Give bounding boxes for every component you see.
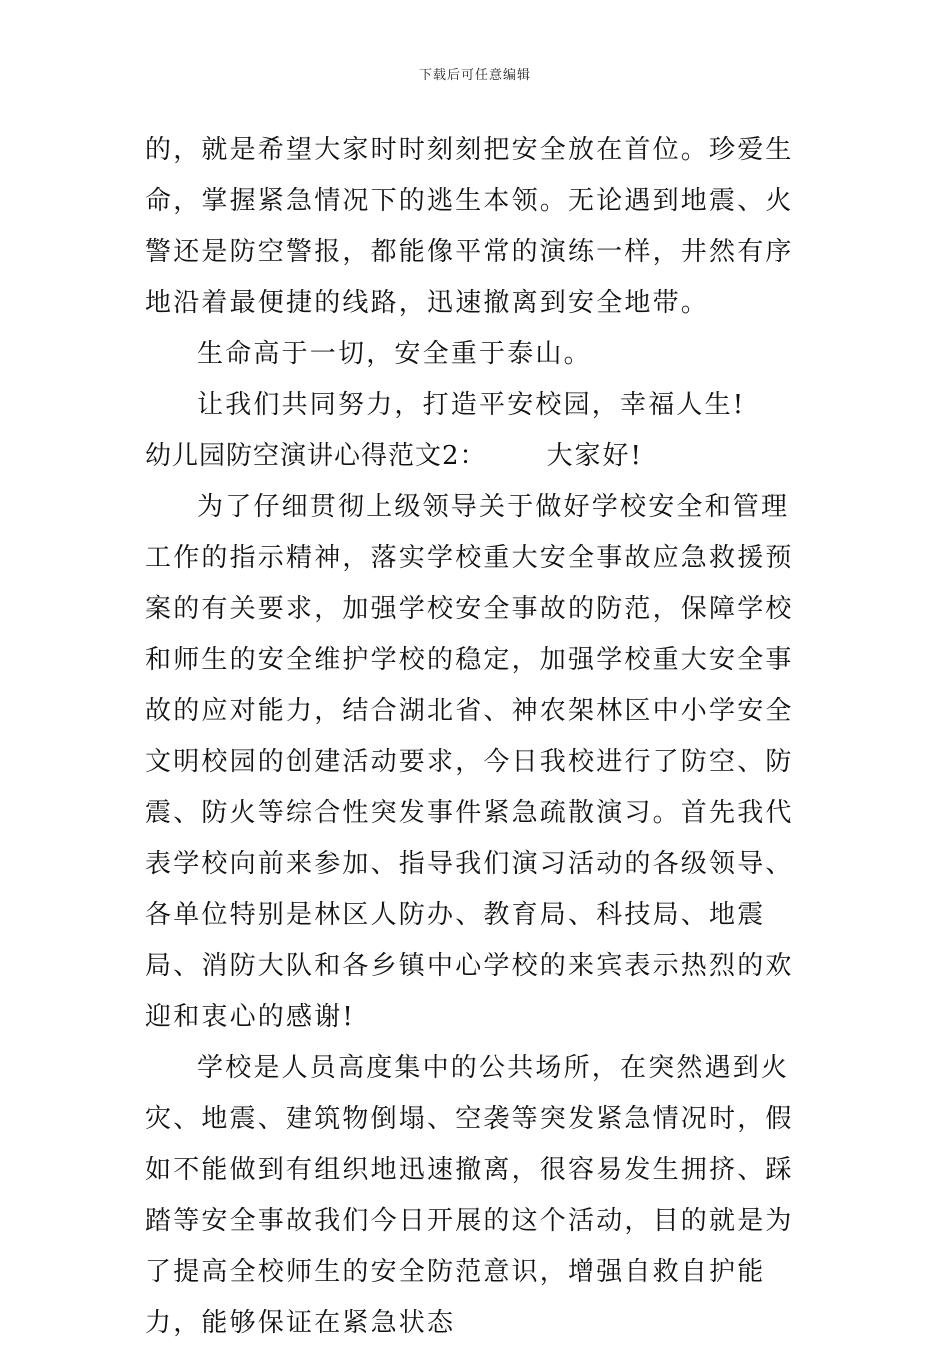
paragraph-purpose: 学校是人员高度集中的公共场所，在突然遇到火灾、地震、建筑物倒塌、空袭等突发紧急情况时，假如不能做到有组织地迅速撤离，很容易发生拥挤、踩踏等安全事故我们今日开展的这个活动，目的就是为了提高全校师生的安全防范意识，增强自救自护能力，能够保证在紧急状态 xyxy=(145,1053,794,1338)
greeting-text: 大家好! xyxy=(546,441,643,471)
paragraph-intro: 为了仔细贯彻上级领导关于做好学校安全和管理工作的指示精神，落实学校重大安全事故应急救援预案的有关要求，加强学校安全事故的防范，保障学校和师生的安全维护学校的稳定，加强学校重大安全事故的应对能力，结合湖北省、神农架林区中小学安全文明校园的创建活动要求，今日我校进行了防空、防震、防火等综合性突发事件紧急疏散演习。首先我代表学校向前来参加、指导我们演习活动的各级领导、各单位特别是林区人防办、教育局、科技局、地震局、消防大队和各乡镇中心学校的来宾表示热烈的欢迎和衷心的感谢! xyxy=(145,492,794,1032)
paragraph-motto: 生命高于一切，安全重于泰山。 xyxy=(197,339,592,369)
section-title: 幼儿园防空演讲心得范文2： xyxy=(145,441,487,471)
section-heading xyxy=(145,431,810,482)
document-body xyxy=(145,125,810,1349)
paragraph-closing: 让我们共同努力，打造平安校园，幸福人生! xyxy=(197,390,746,420)
paragraph-continuation: 的，就是希望大家时时刻刻把安全放在首位。珍爱生命，掌握紧急情况下的逃生本领。无论遇到地震、火警还是防空警报，都能像平常的演练一样，井然有序地沿着最便捷的线路，迅速撤离到安全地带。 xyxy=(145,135,794,318)
page-header: 下载后可任意编辑 xyxy=(418,68,531,83)
